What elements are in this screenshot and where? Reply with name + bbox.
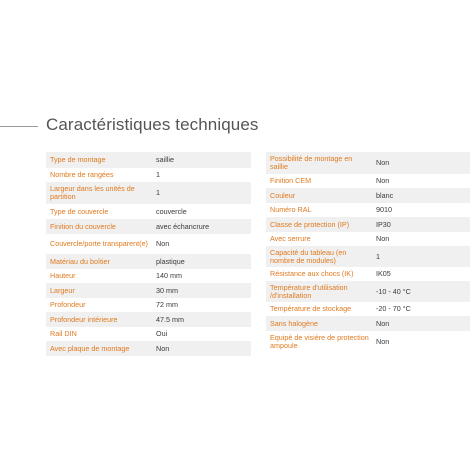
spec-value: saillie <box>156 155 174 165</box>
spec-row <box>46 182 251 204</box>
spec-value: couvercle <box>156 206 187 216</box>
spec-row <box>46 254 251 269</box>
title-rule <box>0 126 38 127</box>
spec-value: IK05 <box>376 269 391 279</box>
spec-value: 72 mm <box>156 300 178 310</box>
spec-table-left <box>46 152 251 356</box>
spec-label: Profondeur <box>50 300 86 310</box>
spec-label: Couleur <box>270 190 296 200</box>
spec-value: 1 <box>156 188 160 198</box>
spec-label: Equipé de visière de protection ampoule <box>270 332 369 350</box>
spec-row <box>46 152 251 168</box>
spec-row <box>266 281 470 302</box>
spec-value: Non <box>376 336 390 346</box>
spec-label: Couvercle/porte transparent(e) <box>50 239 148 249</box>
spec-row <box>266 267 470 281</box>
spec-label: Largeur <box>50 285 75 295</box>
spec-label: Rail DIN <box>50 329 77 339</box>
spec-row <box>266 188 470 203</box>
spec-value: blanc <box>376 190 394 200</box>
spec-label: Capacité du tableau (en nombre de modules) <box>270 247 347 265</box>
spec-label: Hauteur <box>50 271 76 281</box>
spec-label: Type de montage <box>50 155 106 165</box>
spec-value: IP30 <box>376 219 391 229</box>
spec-label: Matériau du boîtier <box>50 256 110 266</box>
spec-value: avec échancrure <box>156 221 210 231</box>
spec-label: Numéro RAL <box>270 205 312 215</box>
spec-row <box>46 219 251 234</box>
spec-row <box>266 152 470 174</box>
spec-label: Classe de protection (IP) <box>270 219 350 229</box>
spec-value: plastique <box>156 256 185 266</box>
spec-row <box>46 312 251 327</box>
spec-label: Possibilité de montage en saillie <box>270 154 353 171</box>
spec-value: Non <box>376 176 390 186</box>
spec-label: Avec plaque de montage <box>50 343 130 353</box>
spec-value: Non <box>376 234 390 244</box>
spec-value: -20 - 70 °C <box>376 304 411 314</box>
spec-label: Finition CEM <box>270 176 312 186</box>
spec-row <box>46 269 251 283</box>
spec-label: Nombre de rangées <box>50 170 114 180</box>
spec-value: Non <box>376 318 390 328</box>
spec-row <box>266 331 470 352</box>
spec-label: Température de stockage <box>270 304 352 314</box>
spec-row <box>46 327 251 341</box>
spec-row <box>266 246 470 267</box>
spec-label: Largeur dans les unités de partition <box>50 184 135 201</box>
spec-label: Résistance aux chocs (IK) <box>270 269 354 279</box>
spec-value: 1 <box>376 251 380 261</box>
spec-value: Oui <box>156 329 168 339</box>
spec-row <box>46 234 251 254</box>
spec-row <box>46 298 251 312</box>
spec-row <box>266 174 470 188</box>
spec-value: 30 mm <box>156 285 178 295</box>
spec-value: 140 mm <box>156 271 182 281</box>
spec-value: -10 - 40 °C <box>376 286 411 296</box>
spec-label: Type de couvercle <box>50 206 109 216</box>
spec-label: Profondeur intérieure <box>50 314 118 324</box>
spec-value: 47.5 mm <box>156 314 184 324</box>
spec-row <box>266 203 470 217</box>
spec-label: Avec serrure <box>270 234 311 244</box>
spec-row <box>46 283 251 298</box>
spec-value: Non <box>156 343 170 353</box>
page-title: Caractéristiques techniques <box>46 115 259 134</box>
spec-label: Température d'utilisation /d'installation <box>270 282 348 300</box>
spec-table-right <box>266 152 470 352</box>
spec-label: Finition du couvercle <box>50 221 116 231</box>
spec-row <box>266 316 470 331</box>
spec-row <box>266 217 470 232</box>
spec-row <box>46 341 251 356</box>
spec-row <box>266 232 470 246</box>
spec-value: 9010 <box>376 205 392 215</box>
spec-row <box>266 302 470 316</box>
spec-row <box>46 204 251 219</box>
spec-row <box>46 168 251 182</box>
spec-value: Non <box>156 239 170 249</box>
spec-value: 1 <box>156 170 160 180</box>
spec-value: Non <box>376 158 390 168</box>
spec-label: Sans halogène <box>270 318 318 328</box>
